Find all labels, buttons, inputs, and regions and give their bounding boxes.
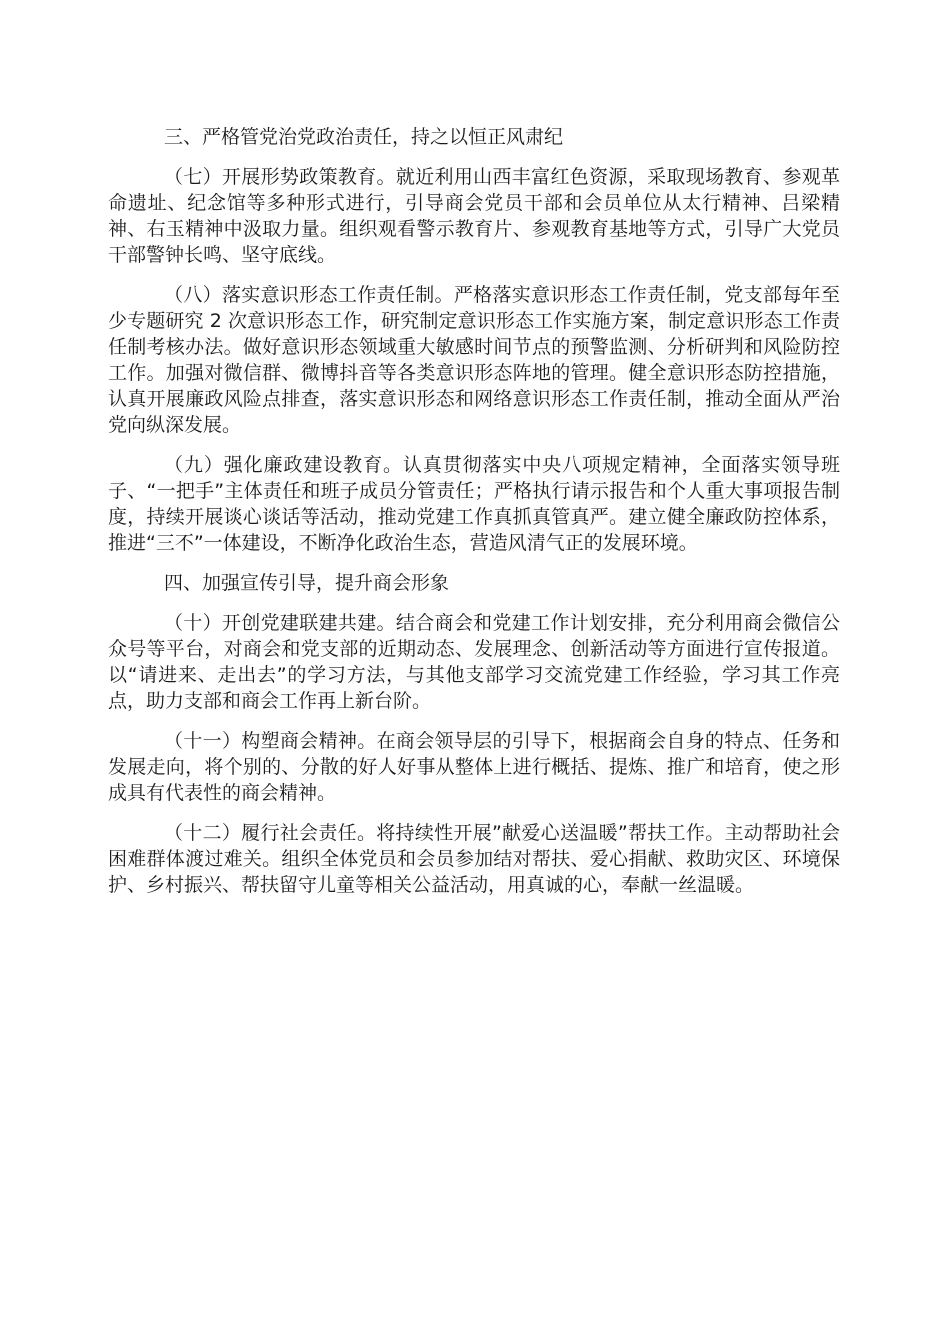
paragraph-text: 就近利用山西丰富红色资源，采取现场教育、参观革命遗址、纪念馆等多种形式进行，引导商会党员干部和会员单位从太行精神、吕梁精神、右玉精神中汲取力量。组织观看警示教育片、参观教育基地等方式，引导广大党员干部警钟长鸣、坚守底线。 (108, 166, 840, 266)
paragraph-11 (108, 728, 840, 806)
paragraph-lead: （十二）履行社会责任。 (164, 822, 377, 844)
paragraph-12 (108, 820, 840, 898)
paragraph-lead: （七）开展形势政策教育。 (164, 166, 396, 188)
paragraph-7 (108, 164, 840, 268)
paragraph-8 (108, 282, 840, 438)
paragraph-text: 在商会领导层的引导下，根据商会自身的特点、任务和发展走向，将个别的、分散的好人好事从整体上进行概括、提炼、推广和培育，使之形成具有代表性的商会精神。 (108, 730, 840, 804)
paragraph-text: 严格落实意识形态工作责任制，党支部每年至少专题研究 2 次意识形态工作，研究制定意识形态工作实施方案，制定意识形态工作责任制考核办法。做好意识形态领域重大敏感时间节点的预警监测、分析研判和风险防控工作。加强对微信群、微博抖音等各类意识形态阵地的管理。健全意识形态防控措施，认真开展廉政风险点排查，落实意识形态和网络意识形态工作责任制，推动全面从严治党向纵深发展。 (108, 284, 840, 436)
paragraph-text: 结合商会和党建工作计划安排，充分利用商会微信公众号等平台，对商会和党支部的近期动态、发展理念、创新活动等方面进行宣传报道。以“请进来、走出去”的学习方法，与其他支部学习交流党建工作经验，学习其工作亮点，助力支部和商会工作再上新台阶。 (108, 612, 840, 712)
paragraph-10 (108, 610, 840, 714)
paragraph-9 (108, 452, 840, 556)
paragraph-lead: （十）开创党建联建共建。 (164, 612, 396, 634)
section-heading-3: 三、严格管党治党政治责任，持之以恒正风肃纪 (164, 126, 564, 148)
paragraph-text: 认真贯彻落实中央八项规定精神，全面落实领导班子、“一把手”主体责任和班子成员分管责任；严格执行请示报告和个人重大事项报告制度，持续开展谈心谈话等活动，推动党建工作真抓真管真严。建立健全廉政防控体系，推进“三不”一体建设，不断净化政治生态，营造风清气正的发展环境。 (108, 454, 840, 554)
document-body (108, 124, 840, 912)
paragraph-lead: （十一）构塑商会精神。 (164, 730, 377, 752)
section-heading-4: 四、加强宣传引导，提升商会形象 (164, 572, 450, 594)
paragraph-lead: （九）强化廉政建设教育。 (164, 454, 403, 476)
paragraph-text: 将持续性开展”献爱心送温暖”帮扶工作。主动帮助社会困难群体渡过难关。组织全体党员和会员参加结对帮扶、爱心捐献、救助灾区、环境保护、乡村振兴、帮扶留守儿童等相关公益活动，用真诚的心，奉献一丝温暖。 (108, 822, 840, 896)
paragraph-lead: （八）落实意识形态工作责任制。 (164, 284, 454, 306)
